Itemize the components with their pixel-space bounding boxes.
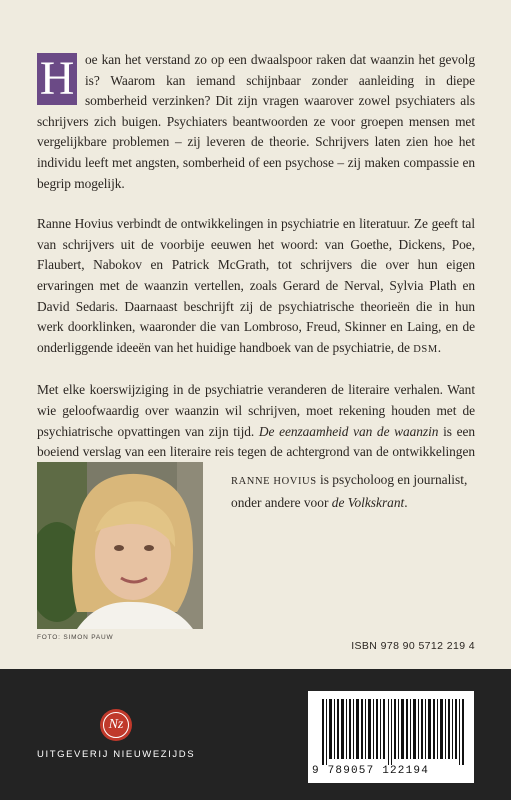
author-bio-text: is psycholoog en journalist, onder andere voor [231, 472, 468, 510]
author-photo [37, 462, 203, 629]
barcode-bars-icon [322, 699, 464, 765]
second-paragraph [37, 214, 475, 360]
second-paragraph-text: Ranne Hovius verbindt de ontwikkelingen in psychiatrie en literatuur. Ze geeft tal van schrijvers uit de voorbije eeuwen het woord: van Goethe, Dickens, Poe, Flaubert, Nabokov en Patrick McGrath, tot schrijvers die over hun eigen ervaringen met de waanzin vertellen, zoals Gerard de Nerval, Sylvia Plath en David Sedaris. Daarnaast beschrijft zij de psychiatrische theorieën die in hun werk doorklinken, waaronder die van Lombroso, Freud, Skinner en Laing, en de onderliggende ideeën van het huidige handboek van de psychiatrie, de [37, 216, 475, 355]
barcode [308, 691, 474, 783]
publisher-logo-icon [100, 709, 132, 741]
dropcap-letter: H [37, 53, 77, 105]
author-bio-end: . [404, 494, 408, 510]
back-cover-text [37, 50, 475, 483]
isbn-number: ISBN 978 90 5712 219 4 [351, 640, 475, 652]
newspaper-name: de Volkskrant [331, 494, 405, 510]
author-name: RANNE HOVIUS [231, 476, 317, 487]
publisher-name: UITGEVERIJ NIEUWEZIJDS [37, 749, 196, 760]
author-section [37, 462, 475, 662]
footer-band [0, 669, 511, 800]
third-paragraph-text: Met elke koerswijziging in de psychiatrie veranderen de literaire verhalen. Want wie geloofwaardig over waanzin wil schrijven, moet rekening houden met de psychiatrische opvattingen van zijn tijd. [37, 382, 475, 439]
book-title: De eenzaamheid van de waanzin [258, 423, 439, 439]
intro-paragraph [37, 50, 475, 194]
intro-text: oe kan het verstand zo op een dwaalspoor raken dat waanzin het gevolg is? Waarom kan iemand schijnbaar zonder aanleiding in diepe somberheid verzinken? Dit zijn vragen waarover zowel psychiaters als schrijvers zich buigen. Psychiaters beantwoorden ze voor groepen mensen met vergelijkbare problemen – zij leveren de theorie. Schrijvers laten zien hoe het individu leeft met angsten, somberheid of een psychose – zij maken compassie en begrip mogelijk. [37, 52, 475, 191]
logo-text: Nz [108, 717, 124, 732]
photo-credit: FOTO: SIMON PAUW [37, 634, 114, 641]
dsm-abbreviation: DSM [413, 343, 438, 355]
second-paragraph-end: . [437, 339, 442, 355]
author-bio [231, 470, 471, 513]
third-paragraph-end: is een boeiend verslag van een literaire reis tegen de achtergrond van de ontwikkelingen [37, 423, 476, 460]
barcode-digits: 9 789057 122194 [312, 765, 430, 777]
